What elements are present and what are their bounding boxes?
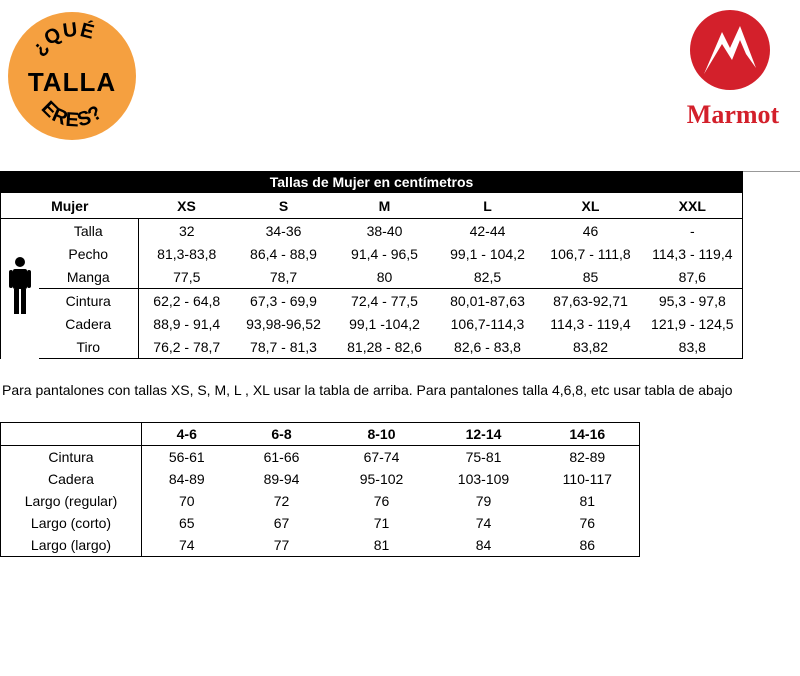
table-cell: 79 [475, 493, 492, 509]
table-row [1, 219, 743, 243]
svg-text:ERES? [37, 97, 107, 132]
badge-line1: ¿QUÉ [27, 18, 98, 60]
marmot-mountain-icon [690, 10, 770, 90]
table-row [1, 289, 743, 313]
table-cell: 84 [475, 537, 492, 553]
table-cell: 110-117 [562, 471, 612, 487]
table-cell: 103-109 [457, 471, 510, 487]
table-cell: 65 [178, 515, 195, 531]
table-cell: 72 [273, 493, 290, 509]
row-label-pecho: Pecho [39, 242, 139, 265]
table-row [1, 512, 640, 534]
table-cell: 74 [178, 537, 195, 553]
table-cell: 86,4 - 88,9 [250, 245, 317, 262]
table-cell: 81 [373, 537, 390, 553]
que-talla-eres-badge [8, 12, 136, 140]
row-label-tiro: Tiro [39, 335, 139, 359]
marmot-logo [670, 8, 796, 134]
divider-line [742, 171, 800, 172]
table-cell: 91,4 - 96,5 [351, 245, 418, 262]
person-silhouette-icon [9, 256, 31, 316]
table2-header-8-10: 8-10 [332, 423, 432, 446]
table-cell: 80 [376, 268, 393, 285]
table2-header-6-8: 6-8 [232, 423, 332, 446]
table2-header-12-14: 12-14 [432, 423, 536, 446]
table1-header-xxl: XXL [643, 193, 743, 219]
table-row [1, 265, 743, 289]
table-cell: 82,5 [473, 268, 502, 285]
row-label-cadera: Cadera [1, 468, 142, 490]
table-cell: - [643, 219, 743, 243]
table-cell: 42-44 [469, 222, 506, 239]
table-cell: 99,1 - 104,2 [450, 245, 525, 262]
table-cell: 67,3 - 69,9 [235, 289, 333, 313]
table-cell: 81,28 - 82,6 [333, 335, 437, 359]
table-cell: 78,7 - 81,3 [235, 335, 333, 359]
table-cell: 83,82 [539, 335, 643, 359]
table2-header-14-16: 14-16 [536, 423, 640, 446]
badge-line2: TALLA [27, 67, 117, 97]
person-icon-cell [1, 219, 39, 359]
table-cell: 114,3 - 119,4 [643, 242, 743, 265]
row-label-cintura: Cintura [39, 289, 139, 313]
table-cell: 74 [475, 515, 492, 531]
table-cell: 56-61 [168, 449, 205, 465]
table-cell: 82-89 [569, 449, 606, 465]
row-label-largo-corto: Largo (corto) [1, 512, 142, 534]
table-row [1, 490, 640, 512]
table-row [1, 534, 640, 557]
table1-header-xs: XS [139, 193, 235, 219]
row-label-cadera: Cadera [39, 312, 139, 335]
table2-header-empty [1, 423, 142, 446]
usage-note: Para pantalones con tallas XS, S, M, L , XL usar la tabla de arriba. Para pantalones talla 4,6,8, etc usar tabla de abajo [2, 382, 733, 398]
table-cell: 86 [579, 537, 596, 553]
table-cell: 88,9 - 91,4 [153, 315, 221, 332]
table-cell: 46 [582, 222, 599, 239]
row-label-manga: Manga [39, 265, 139, 289]
table-cell: 38-40 [366, 222, 403, 239]
table-cell: 72,4 - 77,5 [333, 289, 437, 313]
table-cell: 114,3 - 119,4 [550, 315, 631, 332]
table1-header-s: S [235, 193, 333, 219]
table-cell: 78,7 [269, 268, 298, 285]
table-cell: 95,3 - 97,8 [643, 289, 743, 313]
table-row [1, 446, 640, 469]
badge-line3: ERES? [36, 97, 108, 132]
table-cell: 85 [582, 268, 599, 285]
table-cell: 89-94 [263, 471, 300, 487]
women-size-table [0, 171, 743, 359]
table-cell: 77,5 [173, 268, 201, 285]
table1-title: Tallas de Mujer en centímetros [1, 171, 743, 193]
table1-header-mujer: Mujer [1, 193, 139, 219]
table-cell: 62,2 - 64,8 [139, 289, 235, 313]
table-cell: 95-102 [359, 471, 404, 487]
table1-header-xl: XL [539, 193, 643, 219]
table-cell: 76 [373, 493, 390, 509]
table-cell: 71 [373, 515, 390, 531]
row-label-largo-largo: Largo (largo) [1, 534, 142, 557]
table-cell: 75-81 [465, 449, 502, 465]
table-row [1, 468, 640, 490]
table-row [1, 312, 743, 335]
table1-header-l: L [437, 193, 539, 219]
row-label-largo-regular: Largo (regular) [1, 490, 142, 512]
table-cell: 87,6 [643, 265, 743, 289]
table-cell: 76,2 - 78,7 [139, 335, 235, 359]
table-cell: 121,9 - 124,5 [643, 312, 743, 335]
table-cell: 106,7-114,3 [450, 315, 525, 332]
table-cell: 32 [178, 222, 195, 239]
table-cell: 67 [273, 515, 290, 531]
table-cell: 83,8 [643, 335, 743, 359]
table-cell: 81 [579, 493, 596, 509]
table-cell: 93,98-96,52 [246, 315, 321, 332]
pants-size-table [0, 422, 640, 557]
row-label-cintura: Cintura [1, 446, 142, 469]
svg-text:¿QUÉ [27, 18, 97, 59]
table-cell: 99,1 -104,2 [349, 315, 420, 332]
table-row [1, 335, 743, 359]
table-cell: 70 [178, 493, 195, 509]
table-cell: 34-36 [265, 222, 302, 239]
table-cell: 67-74 [363, 449, 400, 465]
table-cell: 82,6 - 83,8 [437, 335, 539, 359]
table-cell: 80,01-87,63 [437, 289, 539, 313]
table-cell: 106,7 - 111,8 [550, 245, 631, 262]
table-cell: 81,3-83,8 [157, 245, 217, 262]
table-cell: 77 [273, 537, 290, 553]
table-cell: 87,63-92,71 [539, 289, 643, 313]
table1-header-m: M [333, 193, 437, 219]
brand-name: Marmot [686, 100, 780, 129]
table-cell: 84-89 [168, 471, 205, 487]
table2-header-4-6: 4-6 [142, 423, 232, 446]
row-label-talla: Talla [39, 219, 139, 243]
table-cell: 61-66 [263, 449, 300, 465]
table-cell: 76 [579, 515, 596, 531]
table-row [1, 242, 743, 265]
